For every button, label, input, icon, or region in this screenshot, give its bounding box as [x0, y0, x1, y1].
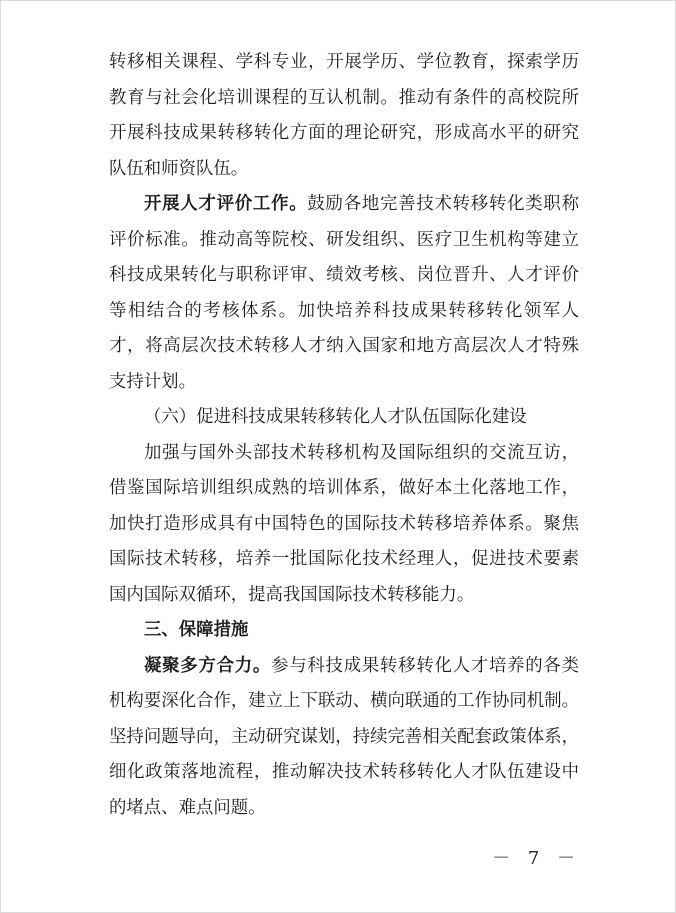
text-line: 才，将高层次技术转移人才纳入国家和地方高层次人才特殊: [109, 336, 579, 356]
page-number: － 7 －: [492, 848, 581, 869]
paragraph-lead-title: 开展人才评价工作。: [144, 194, 308, 214]
paragraph-international-exchange: [109, 436, 579, 614]
text-span: 鼓励各地完善技术转移转化类职称: [307, 194, 579, 214]
text-line: 科技成果转化与职称评审、绩效考核、岗位晋升、人才评价: [109, 265, 579, 285]
text-line: 国际技术转移，培养一批国际化技术经理人，促进技术要素: [109, 549, 579, 569]
text-line: 加强与国外头部技术转移机构及国际组织的交流互访，: [144, 442, 579, 463]
text-line: 坚持问题导向，主动研究谋划，持续完善相关配套政策体系，: [109, 726, 579, 747]
text-line: 的堵点、难点问题。: [109, 797, 266, 818]
paragraph-joint-effort: [109, 649, 579, 827]
paragraph-course-credit: [109, 45, 579, 187]
text-line: 细化政策落地流程，推动解决技术转移转化人才队伍建设中: [109, 762, 579, 782]
text-line: 等相结合的考核体系。加快培养科技成果转移转化领军人: [109, 300, 579, 321]
paragraph-lead-title: 凝聚多方合力。: [144, 655, 272, 676]
text-line: 教育与社会化培训课程的互认机制。推动有条件的高校院所: [109, 87, 579, 108]
section-heading-safeguards: 三、保障措施: [144, 620, 249, 640]
document-body: [109, 45, 579, 826]
text-line: 借鉴国际培训组织成熟的培训体系，做好本土化落地工作，: [109, 478, 579, 498]
subheading-internationalization: （六）促进科技成果转移转化人才队伍国际化建设: [144, 407, 527, 427]
text-line: 评价标准。推动高等院校、研发组织、医疗卫生机构等建立: [109, 229, 579, 250]
text-span: 参与科技成果转移转化人才培养的各类: [271, 655, 579, 676]
text-line: 开展科技成果转移转化方面的理论研究，形成高水平的研究: [109, 123, 579, 143]
text-line: [109, 187, 579, 223]
paragraph-talent-evaluation: [109, 187, 579, 400]
text-line: 加快打造形成具有中国特色的国际技术转移培养体系。聚焦: [109, 513, 579, 534]
text-line: 支持计划。: [109, 371, 196, 392]
text-line: 国内国际双循环，提高我国国际技术转移能力。: [109, 584, 475, 605]
text-line: 机构要深化合作，建立上下联动、横向联通的工作协同机制。: [109, 691, 579, 711]
text-line: 转移相关课程、学科专业，开展学历、学位教育，探索学历: [109, 52, 579, 72]
text-line: [109, 649, 579, 685]
text-line: 队伍和师资队伍。: [109, 158, 249, 179]
